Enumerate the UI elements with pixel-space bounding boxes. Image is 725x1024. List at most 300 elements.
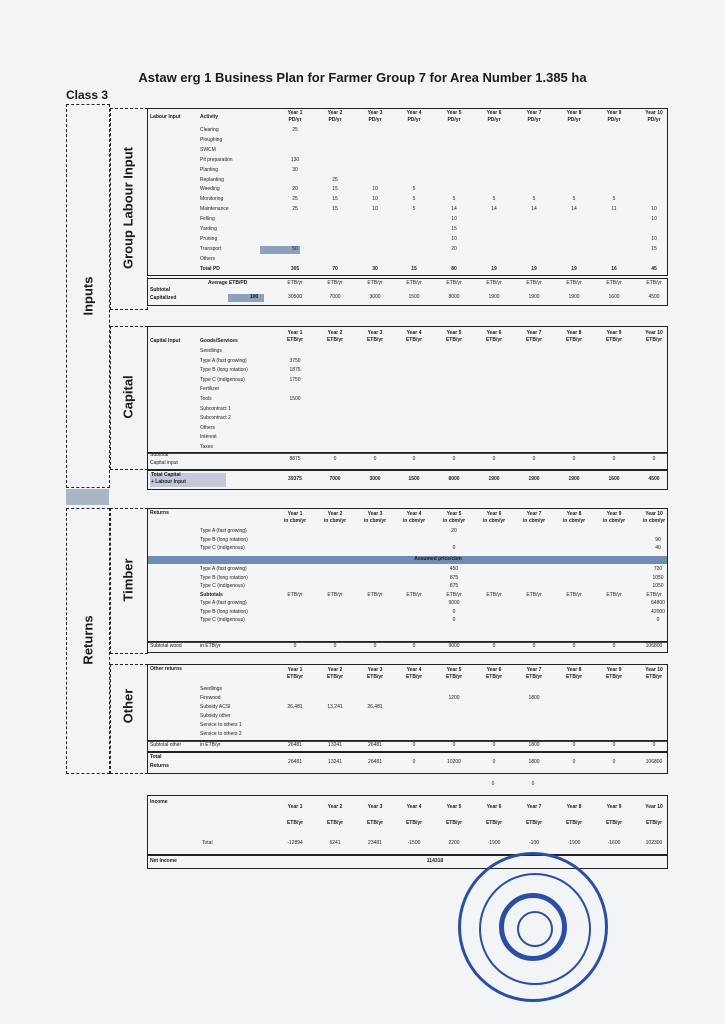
income-total-value: -1900 [487,840,501,846]
capital-item-label: Others [200,424,216,431]
labour-activity-label: Monitoring [200,196,224,203]
labour-cell: 15 [651,245,657,252]
unit-header: ETB/yr [405,674,423,680]
labour-cell: 305 [290,265,300,272]
other-subtotal-value: 0 [452,742,456,748]
unit-header: in cbm/yr [522,518,546,524]
subtotal-wood-unit: in ETB/yr [200,643,221,649]
net-income-table [147,855,668,869]
unit-header: in cbm/yr [323,518,347,524]
labour-cell: 15 [332,206,338,213]
capital-subtotal-value: 0 [612,456,616,462]
labour-capitalized-value: 1500 [408,294,420,300]
capital-subtotal-value: 0 [492,456,496,462]
labour-side-label: Group Labour Input [120,146,136,270]
timber-etb-unit: ETB/yr [406,591,422,598]
subtotal-wood-value: 0 [612,643,616,649]
year-header: Year 7 [526,667,542,673]
labour-cell: 5 [532,196,536,203]
timber-year10-value: 1050 [652,583,664,589]
labour-cell: 30 [372,265,378,272]
returns-total-value: 10200 [447,759,461,765]
returns-total-value: 0 [572,759,576,765]
subtotal-wood-value: 0 [373,643,377,649]
capital-total-value: 4500 [648,476,660,482]
labour-capitalized-value: 1900 [528,294,540,300]
unit-header: ETB/yr [525,337,543,343]
year-header: Year 6 [486,110,502,116]
capital-subtotal-value: 0 [412,456,416,462]
subtotal-wood-label: Subtotal wood [150,643,182,649]
capital-item-label: Subcontract 2 [200,415,231,422]
inputs-label: Inputs [80,276,96,316]
capital-subtotal-label2: Capital input [150,460,178,466]
timber-table [147,508,668,643]
labour-etb-unit: ETB/yr [367,280,383,286]
income-total-label: Total [202,840,213,846]
labour-cell: 25 [292,196,298,203]
returns-total-value: 26481 [368,759,382,765]
capital-item-label: Tools [200,396,212,402]
capital-item-label: Fertilizer [200,386,220,393]
unit-header: ETB/yr [405,820,423,826]
capital-item-value: 3750 [289,357,301,364]
year-header: Year 1 [287,667,303,673]
net-income-value: 114318 [426,858,444,864]
capital-subtotal-value: 0 [373,456,377,462]
price-band [148,556,667,564]
other-subtotal-unit: in ETB/yr [200,742,221,748]
timber-row-label: Type B (long rotation) [200,536,248,543]
unit-header: PD/yr [407,117,421,123]
capital-side-label: Capital [120,375,136,419]
labour-cell: 15 [332,186,338,193]
timber-etb-unit: ETB/yr [287,591,303,598]
unit-header: ETB/yr [326,820,344,826]
capital-total-value: 1900 [528,476,540,482]
capital-item-label: Type C (indigenous) [200,376,245,383]
year-header: Year 8 [566,667,582,673]
unit-header: ETB/yr [605,674,623,680]
returns-total-value: 13241 [328,759,342,765]
timber-row-label: Type B (long rotation) [200,574,248,581]
unit-header: ETB/yr [605,337,623,343]
timber-row-label: Type C (indigenous) [200,617,245,623]
labour-capitalized-label: Capitalized [150,295,177,301]
timber-year5-value: 0 [452,617,456,623]
labour-cell: 16 [611,265,617,272]
unit-header: PD/yr [527,117,541,123]
labour-capitalized-value: 7000 [329,294,341,300]
capital-total-value: 3000 [369,476,381,482]
timber-year10-value: 0 [656,617,660,623]
timber-year5-value: 0 [452,608,456,615]
year-header: Year 3 [367,110,383,116]
unit-header: ETB/yr [485,820,503,826]
timber-year10-value: 64800 [651,600,665,606]
other-subtotal-value: 26481 [288,742,302,748]
year-header: Year 9 [606,667,622,673]
year-header: Year 2 [327,110,343,116]
labour-etb-unit: ETB/yr [646,280,662,286]
avg-etb-cell [228,294,264,302]
labour-cell: 14 [531,206,537,213]
labour-subtotal-label: Subtotal [150,287,170,293]
year-header: Year 4 [406,804,422,810]
timber-row-label: Type A (fast growing) [200,528,247,534]
labour-activity-label: SWCM [200,146,216,153]
unit-header: PD/yr [447,117,461,123]
other-subtotal-value: 0 [412,742,416,748]
subtotal-wood-value: 0 [532,643,536,649]
year-header: Year 1 [287,330,303,336]
year-header: Year 9 [606,804,622,810]
other-return-label: Seedlings [200,686,222,692]
capital-item-label: Type B (long rotation) [200,367,248,374]
unit-header: in cbm/yr [602,518,626,524]
unit-header: ETB/yr [605,820,623,826]
below-value: 0 [491,781,495,787]
other-return-label: Service to others 1 [200,722,242,728]
subtotal-wood-value: 9000 [448,643,460,649]
unit-header: ETB/yr [445,337,463,343]
year-header: Year 7 [526,330,542,336]
timber-row-label: Type C (indigenous) [200,583,245,589]
labour-cell: 10 [651,235,657,242]
other-subtotal-value: 1800 [528,742,540,748]
timber-year10-value: 42000 [651,608,665,615]
labour-cell: 10 [372,186,378,193]
income-total-value: -1900 [567,840,581,846]
unit-header: ETB/yr [326,674,344,680]
labour-capitalized-value: 30500 [288,294,302,300]
unit-header: ETB/yr [485,674,503,680]
unit-header: ETB/yr [645,674,663,680]
unit-header: PD/yr [368,117,382,123]
below-value: 0 [531,781,535,787]
year-header: Year 9 [606,511,622,517]
unit-header: in cbm/yr [562,518,586,524]
unit-header: ETB/yr [485,337,503,343]
subtotal-wood-value: 106800 [645,643,663,649]
capital-total-value: 1900 [488,476,500,482]
labour-activity-label: Maintenance [200,206,229,213]
year-header: Year 3 [367,804,383,810]
labour-cell: 5 [412,196,416,203]
unit-header: PD/yr [288,117,302,123]
year-header: Year 10 [645,667,663,673]
unit-header: ETB/yr [565,674,583,680]
labour-cell: 45 [651,265,657,272]
timber-year5-value: 9000 [448,600,460,606]
capital-item-label: Type A (fast growing) [200,357,247,364]
year-header: Year 3 [367,330,383,336]
returns-total-value: 0 [492,759,496,765]
year-header: Year 5 [446,110,462,116]
labour-cell: 15 [332,196,338,203]
year-header: Year 1 [287,511,303,517]
labour-cell: 25 [332,176,338,183]
income-total-value: 102300 [645,840,663,846]
labour-activity-label: Planting [200,166,219,173]
unit-header: in cbm/yr [442,518,466,524]
year-header: Year 4 [406,511,422,517]
timber-etb-unit: ETB/yr [566,591,582,598]
timber-year5-value: 20 [451,528,457,534]
labour-capitalized-value: 4500 [648,294,660,300]
returns-total-table [147,752,668,774]
income-total-value: 2200 [448,840,460,846]
year-header: Year 2 [327,511,343,517]
labour-capitalized-value: 3000 [369,294,381,300]
other-return-label: Firewood [200,695,221,701]
labour-cell: 130 [290,156,300,163]
other-return-label: Subsidy ACSI [200,704,231,710]
year-header: Year 9 [606,330,622,336]
labour-cell: 80 [451,265,457,272]
returns-total-value: 26481 [288,759,302,765]
labour-cell: 5 [572,196,576,203]
labour-cell: 14 [491,206,497,213]
year-header: Year 6 [486,330,502,336]
labour-cell: 15 [411,265,417,272]
unit-header: PD/yr [328,117,342,123]
returns-total-value: 0 [412,759,416,765]
labour-capitalized-value: 1600 [608,294,620,300]
timber-subtotal-table [147,641,668,653]
timber-etb-unit: ETB/yr [646,591,662,598]
subtotal-wood-value: 0 [492,643,496,649]
subtotal-wood-value: 0 [572,643,576,649]
income-total-value: -12894 [287,840,303,846]
labour-cell: 20 [292,186,298,193]
other-corner: Other returns [150,666,182,672]
labour-cell: 10 [651,206,657,213]
labour-cell: 5 [492,196,496,203]
capital-item-value: 1875 [289,367,301,374]
other-table [147,664,668,742]
year-header: Year 7 [526,511,542,517]
returns-total-value: 106800 [645,759,663,765]
capital-total-value: 1600 [608,476,620,482]
year-header: Year 10 [645,511,663,517]
unit-header: ETB/yr [366,820,384,826]
labour-activity-header: Activity [200,114,219,120]
year-header: Year 3 [367,511,383,517]
official-stamp [458,852,608,1002]
unit-header: ETB/yr [405,337,423,343]
labour-cell: 19 [571,265,577,272]
other-return-value: 1800 [528,695,540,701]
subtotal-wood-value: 0 [333,643,337,649]
other-subtotal-table [147,740,668,752]
timber-etb-unit: ETB/yr [367,591,383,598]
timber-etb-unit: ETB/yr [327,591,343,598]
labour-capitalized-value: 1900 [488,294,500,300]
other-return-label: Service to others 2 [200,731,242,737]
unit-header: ETB/yr [565,337,583,343]
labour-cell: 25 [292,127,298,133]
section-divider [66,489,109,505]
labour-etb-unit: ETB/yr [287,280,303,286]
capital-item-value: 1500 [289,396,301,402]
unit-header: PD/yr [487,117,501,123]
year-header: Year 9 [606,110,622,116]
labour-etb-unit: ETB/yr [486,280,502,286]
labour-activity-label: Others [200,255,216,262]
year-header: Year 7 [526,804,542,810]
capital-total-table [147,470,668,490]
labour-activity-label: Transport [200,245,222,252]
labour-cell: 11 [611,206,617,213]
labour-cell: 10 [651,216,657,223]
labour-corner: Labour Input [150,114,181,120]
unit-header: ETB/yr [645,820,663,826]
other-return-value: 26,481 [367,704,383,710]
labour-etb-unit: ETB/yr [406,280,422,286]
timber-year5-value: 450 [449,566,459,572]
labour-cell: 25 [292,206,298,213]
timber-etb-unit: ETB/yr [526,591,542,598]
timber-year5-value: 875 [449,583,459,589]
year-header: Year 10 [645,110,663,116]
page-title: Astaw erg 1 Business Plan for Farmer Group 7 for Area Number 1.385 ha [138,70,587,85]
labour-cell: 14 [571,206,577,213]
price-band-label: Assumed price/cbm [414,556,462,562]
timber-etb-unit: ETB/yr [486,591,502,598]
other-subtotal-value: 0 [572,742,576,748]
labour-etb-unit: ETB/yr [606,280,622,286]
unit-header: ETB/yr [525,820,543,826]
labour-cell: 30 [292,166,298,173]
labour-cell: 20 [451,245,457,252]
unit-header: in cbm/yr [363,518,387,524]
timber-etb-unit: ETB/yr [606,591,622,598]
labour-cell: 10 [451,235,457,242]
capital-goods-header: Goods/Services [200,338,238,344]
labour-table [147,108,668,276]
other-subtotal-value: 0 [652,742,656,748]
other-subtotal-value: 26481 [368,742,382,748]
year-header: Year 6 [486,667,502,673]
year-header: Year 10 [645,804,663,810]
capital-total-label2: + Labour Input [151,479,186,485]
year-header: Year 8 [566,330,582,336]
year-header: Year 8 [566,110,582,116]
other-subtotal-value: 0 [612,742,616,748]
labour-activity-label: Ploughing [200,136,223,143]
unit-header: PD/yr [647,117,661,123]
capital-subtotal-label1: Subtotal [150,452,169,458]
year-header: Year 3 [367,667,383,673]
timber-row-label: Type B (long rotation) [200,608,248,615]
labour-activity-label: Felling [200,216,215,223]
timber-side-label: Timber [120,558,136,602]
other-side-label: Other [120,688,136,724]
labour-etb-unit: ETB/yr [566,280,582,286]
year-header: Year 5 [446,667,462,673]
unit-header: ETB/yr [645,337,663,343]
labour-cell: 10 [372,196,378,203]
unit-header: ETB/yr [286,820,304,826]
capital-subtotal-value: 8875 [289,456,301,462]
year-header: Year 4 [406,667,422,673]
year-header: Year 7 [526,110,542,116]
other-subtotal-value: 13241 [328,742,342,748]
income-total-value: -100 [528,840,540,846]
timber-year10-value: 40 [655,545,661,551]
labour-activity-label: Clearing [200,127,219,133]
labour-activity-label: Replanting [200,176,224,183]
other-return-value: 13,241 [327,704,343,710]
capital-subtotal-value: 0 [572,456,576,462]
subtotal-wood-value: 0 [293,643,297,649]
year-header: Year 1 [287,110,303,116]
labour-capitalized-value: 1900 [568,294,580,300]
labour-activity-label: Pruning [200,235,218,242]
capital-subtotal-value: 0 [532,456,536,462]
timber-subtotals-label: Subtotals [200,591,223,598]
unit-header: ETB/yr [366,674,384,680]
income-corner: Income [150,799,168,805]
timber-row-label: Type C (indigenous) [200,545,245,551]
unit-header: in cbm/yr [402,518,426,524]
labour-cell: 5 [412,206,416,213]
labour-cell: 50 [292,245,298,252]
labour-capitalized-table [147,278,668,306]
labour-activity-label: Yarding [200,226,217,232]
year-header: Year 2 [327,330,343,336]
labour-cell: 5 [452,196,456,203]
capital-subtotal-value: 0 [452,456,456,462]
capital-total-value: 1900 [568,476,580,482]
capital-item-label: Interest [200,434,217,441]
timber-etb-unit: ETB/yr [446,591,462,598]
timber-row-label: Type A (fast growing) [200,600,247,606]
income-total-value: -1600 [607,840,621,846]
labour-cell: 10 [372,206,378,213]
class-label: Class 3 [66,88,109,102]
returns-label: Returns [80,615,96,665]
timber-year5-value: 0 [452,545,456,551]
labour-cell: 10 [451,216,457,223]
capital-subtotal-value: 0 [333,456,337,462]
labour-capitalized-value: 8000 [448,294,460,300]
year-header: Year 10 [645,330,663,336]
year-header: Year 5 [446,804,462,810]
capital-item-label: Subcontract 1 [200,405,231,412]
year-header: Year 1 [287,804,303,810]
labour-cell: 19 [491,265,497,272]
capital-subtotal-table [147,452,668,470]
returns-total-label2: Returns [150,763,169,769]
capital-item-label: Seedlings [200,348,222,354]
year-header: Year 2 [327,667,343,673]
year-header: Year 6 [486,804,502,810]
income-total-value: 23481 [368,840,382,846]
unit-header: ETB/yr [525,674,543,680]
returns-total-label1: Total [150,754,162,760]
other-return-value: 26,481 [287,704,303,710]
capital-total-value: 1500 [408,476,420,482]
timber-year5-value: 875 [449,574,459,581]
year-header: Year 4 [406,330,422,336]
labour-etb-unit: ETB/yr [446,280,462,286]
timber-corner: Returns [150,510,169,516]
other-subtotal-value: 0 [492,742,496,748]
unit-header: in cbm/yr [283,518,307,524]
unit-header: ETB/yr [445,820,463,826]
